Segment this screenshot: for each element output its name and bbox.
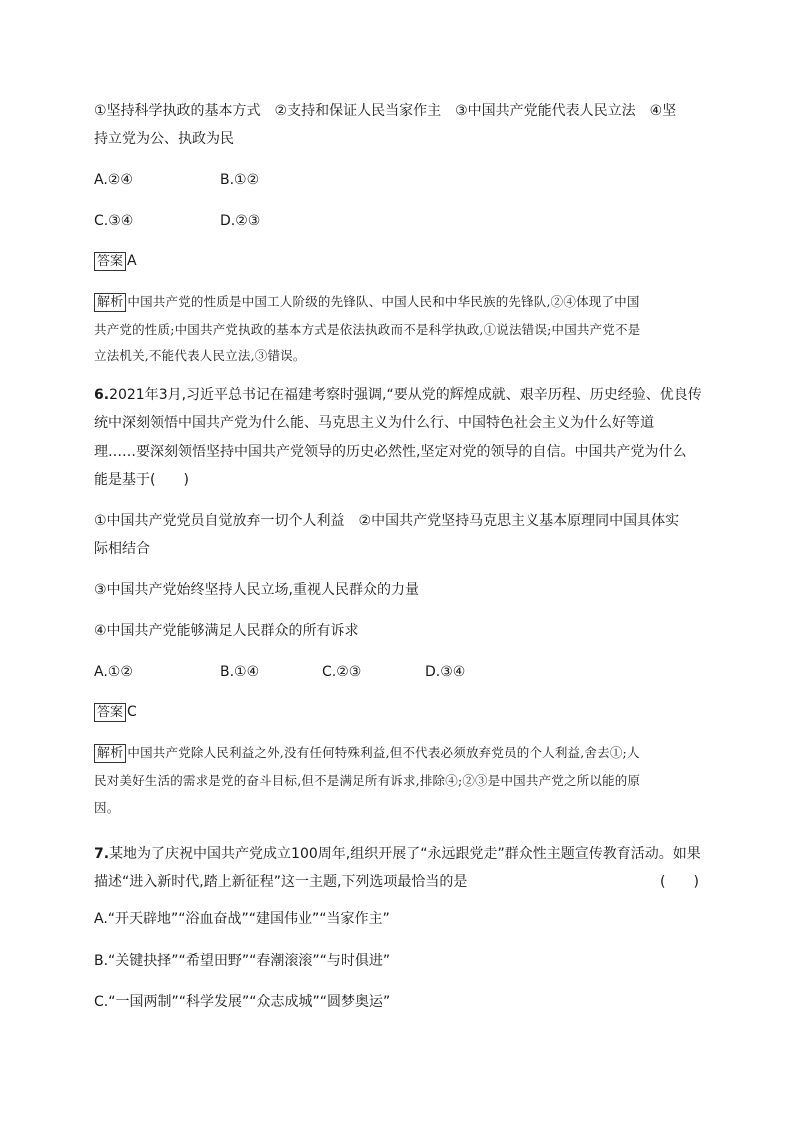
q6-option-c[interactable]: C.②③ — [322, 664, 362, 680]
q5-analysis-line-2: 共产党的性质;中国共产党执政的基本方式是依法执政而不是科学执政,①说法错误;中国共产党不是 — [94, 322, 641, 337]
answer-tag: 答案 — [94, 703, 126, 722]
q5-option-c[interactable]: C.③④ — [94, 213, 134, 229]
q5-analysis-line-3: 立法机关,不能代表人民立法,③错误。 — [94, 348, 306, 363]
q6-option-a[interactable]: A.①② — [94, 664, 133, 680]
q7-stem-text-1: 某地为了庆祝中国共产党成立100周年,组织开展了“永远跟党走”群众性主题宣传教育活动。如果 — [109, 846, 701, 862]
q7-answer-paren: ( ) — [660, 874, 699, 890]
q6-option-b[interactable]: B.①④ — [220, 664, 260, 680]
q7-option-b[interactable]: B.“关键抉择”“希望田野”“春潮滚滚”“与时俱进” — [94, 953, 391, 969]
q7-stem-line-1 — [94, 844, 701, 864]
q6-statement-1-line-1: ①中国共产党党员自觉放弃一切个人利益 ②中国共产党坚持马克思主义基本原理同中国具体实 — [94, 513, 680, 529]
q6-analysis-text-1: 中国共产党除人民利益之外,没有任何特殊利益,但不代表必须放弃党员的个人利益,舍去①;人 — [127, 745, 640, 760]
q7-option-c[interactable]: C.“一国两制”“科学发展”“众志成城”“圆梦奥运” — [94, 994, 391, 1010]
q6-statement-1-line-2: 际相结合 — [94, 541, 150, 557]
q6-analysis-line-3: 因。 — [94, 800, 120, 815]
q6-option-d[interactable]: D.③④ — [425, 664, 466, 680]
q5-analysis-text-1: 中国共产党的性质是中国工人阶级的先锋队、中国人民和中华民族的先锋队,②④体现了中国 — [127, 294, 640, 309]
q6-stem-line-4: 能是基于( ) — [94, 472, 189, 488]
q6-stem-line-3: 理……要深刻领悟坚持中国共产党领导的历史必然性,坚定对党的领导的自信。中国共产党为什么 — [94, 444, 687, 460]
q5-answer-value: A — [127, 253, 137, 269]
q6-stem-line-1 — [94, 385, 702, 405]
answer-tag: 答案 — [94, 252, 126, 271]
q6-answer-value: C — [127, 704, 137, 720]
q6-statement-3: ③中国共产党始终坚持人民立场,重视人民群众的力量 — [94, 582, 419, 598]
q7-number: 7. — [94, 846, 110, 862]
q7-stem-line-2: 描述“进入新时代,踏上新征程”这一主题,下列选项最恰当的是 — [94, 874, 468, 890]
q5-statement-line-2: 持立党为公、执政为民 — [94, 131, 234, 147]
q5-option-a[interactable]: A.②④ — [94, 172, 133, 188]
q6-stem-text-1: 2021年3月,习近平总书记在福建考察时强调,“要从党的辉煌成就、艰辛历程、历史经验、优良传 — [109, 387, 702, 403]
q5-statement-line-1: ①坚持科学执政的基本方式 ②支持和保证人民当家作主 ③中国共产党能代表人民立法 ④坚 — [94, 103, 677, 119]
q5-option-d[interactable]: D.②③ — [220, 213, 261, 229]
q6-analysis-line-2: 民对美好生活的需求是党的奋斗目标,但不是满足所有诉求,排除④;②③是中国共产党之所以能的原 — [94, 773, 641, 788]
q6-statement-4: ④中国共产党能够满足人民群众的所有诉求 — [94, 623, 359, 639]
q6-number: 6. — [94, 387, 110, 403]
q6-stem-line-2: 统中深刻领悟中国共产党为什么能、马克思主义为什么行、中国特色社会主义为什么好等道 — [94, 415, 654, 431]
q6-answer-row — [94, 702, 137, 722]
analysis-tag: 解析 — [94, 744, 126, 763]
q5-option-b[interactable]: B.①② — [220, 172, 260, 188]
q7-option-a[interactable]: A.“开天辟地”“浴血奋战”“建国伟业”“当家作主” — [94, 911, 390, 927]
q6-analysis-line-1 — [94, 743, 640, 763]
analysis-tag: 解析 — [94, 293, 126, 312]
q5-answer-row — [94, 251, 137, 271]
q5-analysis-line-1 — [94, 292, 640, 312]
